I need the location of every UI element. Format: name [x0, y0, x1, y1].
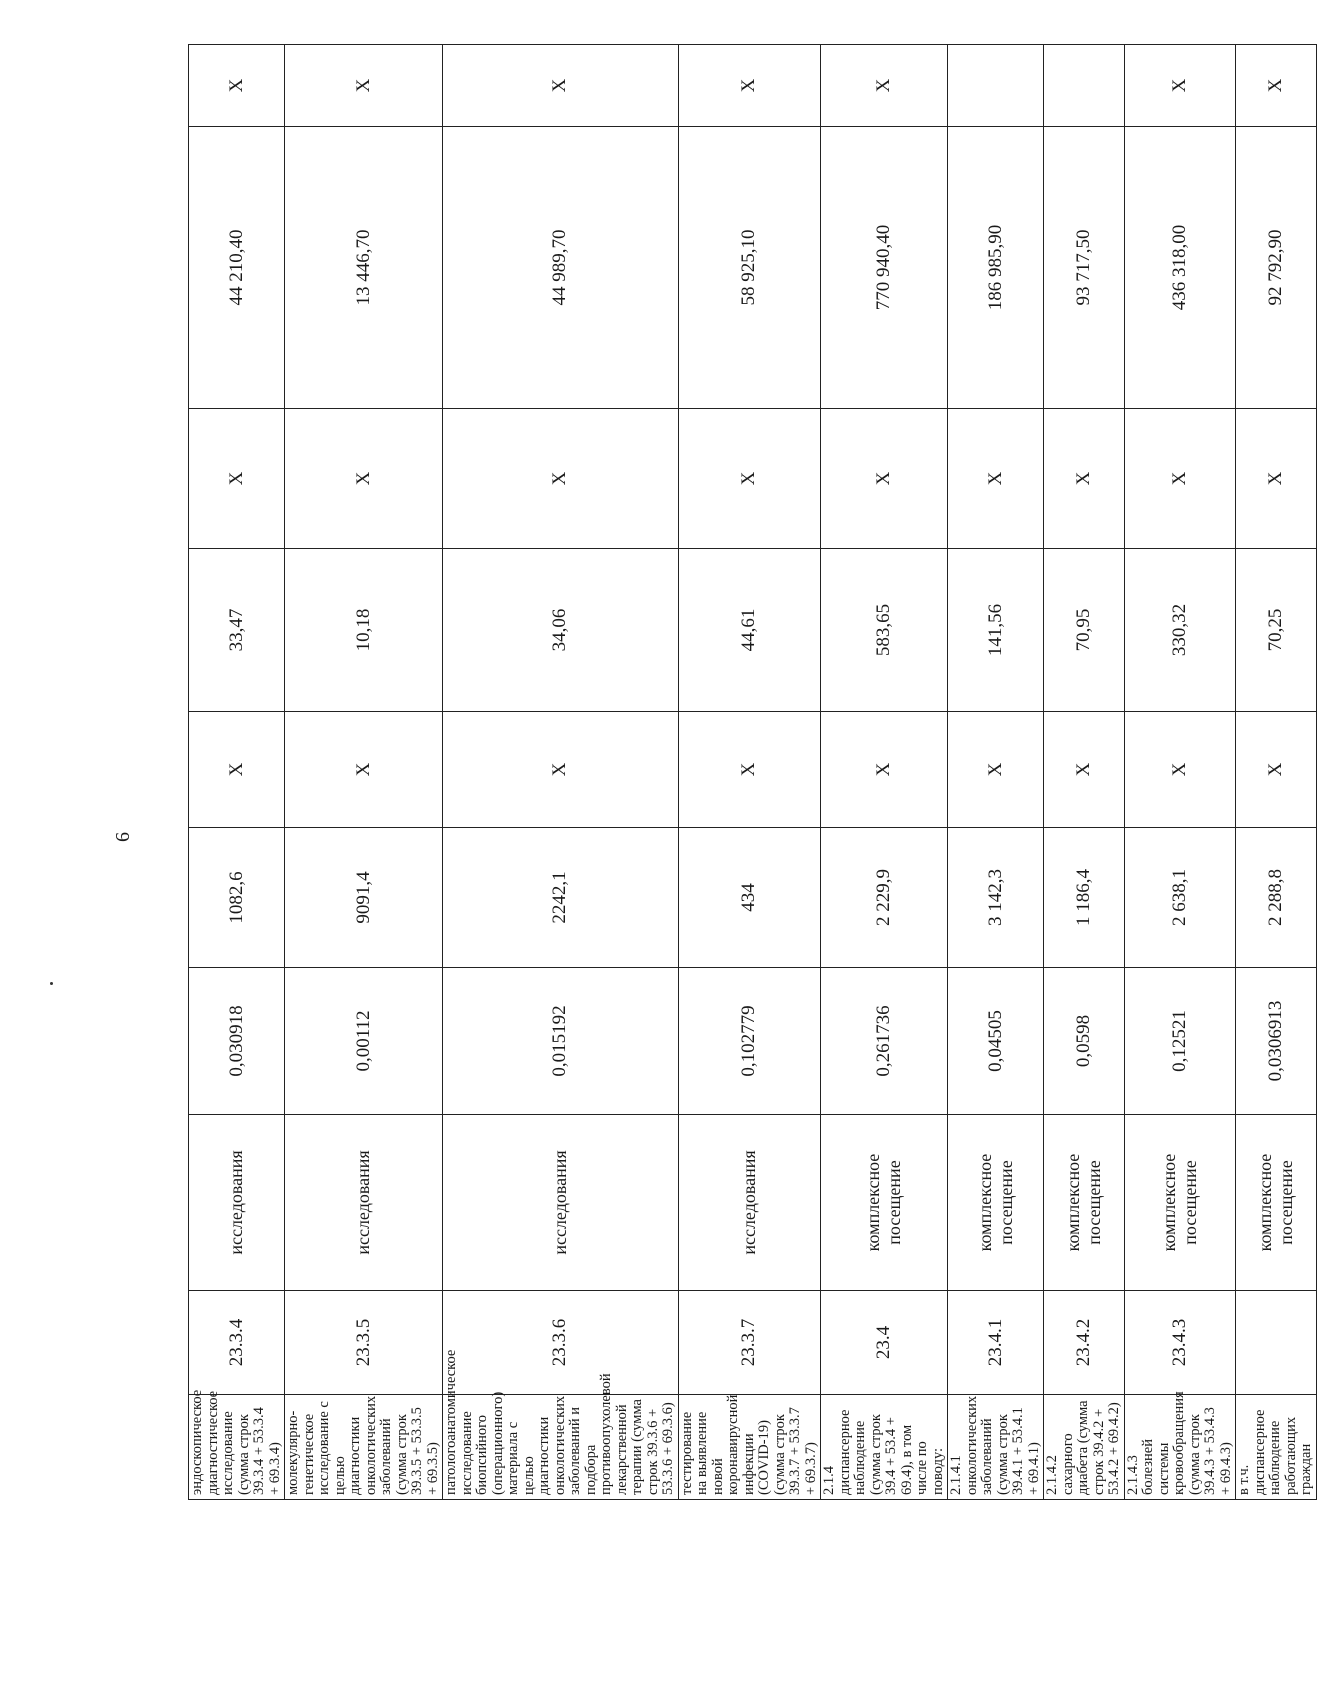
row-unit-cell: комплексное посещение: [1236, 1115, 1317, 1291]
page-number: 6: [112, 832, 134, 842]
row-name-cell: эндоскопическое диагностическое исследование (сумма строк 39.3.4 + 53.3.4 + 69.3.4): [189, 1395, 285, 1500]
row-code-cell: 23.3.6: [443, 1291, 679, 1395]
row-x-mark-1: X: [821, 712, 948, 828]
row-name-cell: 2.1.4.1 онкологических заболеваний (сумма строк 39.4.1 + 53.4.1 + 69.4.1): [948, 1395, 1044, 1500]
row-norm-cell: 0,04505: [948, 968, 1044, 1115]
row-total-cell: 92 792,90: [1236, 127, 1317, 409]
table-row: [189, 45, 285, 1500]
row-x-mark-3: X: [678, 45, 821, 127]
row-norm-cell: 0,00112: [285, 968, 443, 1115]
row-value-cell: 330,32: [1124, 549, 1236, 712]
table-row: [285, 45, 443, 1500]
row-x-mark-2: X: [948, 409, 1044, 549]
row-norm-cell: 0,0598: [1044, 968, 1125, 1115]
row-norm-cell: 0,015192: [443, 968, 679, 1115]
row-code-cell: [1236, 1291, 1317, 1395]
row-code-cell: 23.4.3: [1124, 1291, 1236, 1395]
row-x-mark-3: [948, 45, 1044, 127]
row-value-cell: 583,65: [821, 549, 948, 712]
scan-speck: [50, 982, 53, 985]
row-cost-cell: 2 638,1: [1124, 828, 1236, 968]
row-x-mark-3: [1044, 45, 1125, 127]
row-x-mark-1: X: [678, 712, 821, 828]
row-unit-cell: исследования: [678, 1115, 821, 1291]
table-row: [948, 45, 1044, 1500]
row-norm-cell: 0,261736: [821, 968, 948, 1115]
row-x-mark-3: X: [443, 45, 679, 127]
row-name-cell: 2.1.4.2 сахарного диабета (сумма строк 39.4.2 + 53.4.2 + 69.4.2): [1044, 1395, 1125, 1500]
row-x-mark-2: X: [285, 409, 443, 549]
data-table: [188, 44, 1317, 1500]
row-unit-cell: комплексное посещение: [1044, 1115, 1125, 1291]
row-unit-cell: исследования: [285, 1115, 443, 1291]
row-total-cell: 58 925,10: [678, 127, 821, 409]
row-x-mark-1: X: [285, 712, 443, 828]
row-norm-cell: 0,102779: [678, 968, 821, 1115]
row-code-cell: 23.4.1: [948, 1291, 1044, 1395]
row-value-cell: 34,06: [443, 549, 679, 712]
row-value-cell: 70,25: [1236, 549, 1317, 712]
row-code-cell: 23.3.4: [189, 1291, 285, 1395]
row-unit-cell: исследования: [443, 1115, 679, 1291]
row-x-mark-3: X: [189, 45, 285, 127]
row-norm-cell: 0,030918: [189, 968, 285, 1115]
row-total-cell: 13 446,70: [285, 127, 443, 409]
row-x-mark-3: X: [285, 45, 443, 127]
row-name-cell: тестирование на выявление новой коронавирусной инфекции (COVID-19) (сумма строк 39.3.7 + 53.3.7 + 69.3.7): [678, 1395, 821, 1500]
row-value-cell: 70,95: [1044, 549, 1125, 712]
row-x-mark-2: X: [1236, 409, 1317, 549]
row-total-cell: 186 985,90: [948, 127, 1044, 409]
table-row: [443, 45, 679, 1500]
table-row: [821, 45, 948, 1500]
row-x-mark-1: X: [1236, 712, 1317, 828]
row-x-mark-3: X: [821, 45, 948, 127]
rotated-table-container: [188, 45, 1317, 1500]
row-code-cell: 23.3.7: [678, 1291, 821, 1395]
row-cost-cell: 434: [678, 828, 821, 968]
row-norm-cell: 0,12521: [1124, 968, 1236, 1115]
table-row: [1236, 45, 1317, 1500]
row-x-mark-1: X: [948, 712, 1044, 828]
table-row: [678, 45, 821, 1500]
row-cost-cell: 3 142,3: [948, 828, 1044, 968]
row-cost-cell: 2 288,8: [1236, 828, 1317, 968]
row-x-mark-2: X: [443, 409, 679, 549]
row-total-cell: 93 717,50: [1044, 127, 1125, 409]
row-x-mark-1: X: [189, 712, 285, 828]
row-code-cell: 23.3.5: [285, 1291, 443, 1395]
table-body: [189, 45, 1317, 1500]
row-value-cell: 33,47: [189, 549, 285, 712]
row-x-mark-2: X: [678, 409, 821, 549]
row-x-mark-1: X: [1124, 712, 1236, 828]
row-unit-cell: комплексное посещение: [948, 1115, 1044, 1291]
row-cost-cell: 2242,1: [443, 828, 679, 968]
row-name-cell: в т.ч. диспансерное наблюдение работающих граждан: [1236, 1395, 1317, 1500]
row-code-cell: 23.4: [821, 1291, 948, 1395]
row-value-cell: 10,18: [285, 549, 443, 712]
row-unit-cell: комплексное посещение: [821, 1115, 948, 1291]
row-norm-cell: 0,0306913: [1236, 968, 1317, 1115]
row-value-cell: 141,56: [948, 549, 1044, 712]
row-unit-cell: комплексное посещение: [1124, 1115, 1236, 1291]
row-value-cell: 44,61: [678, 549, 821, 712]
table-row: [1124, 45, 1236, 1500]
row-x-mark-2: X: [189, 409, 285, 549]
table-row: [1044, 45, 1125, 1500]
row-cost-cell: 1 186,4: [1044, 828, 1125, 968]
row-cost-cell: 9091,4: [285, 828, 443, 968]
row-x-mark-3: X: [1124, 45, 1236, 127]
row-total-cell: 44 210,40: [189, 127, 285, 409]
row-x-mark-3: X: [1236, 45, 1317, 127]
row-name-cell: молекулярно-генетическое исследование с целью диагностики онкологических заболеваний (сумма строк 39.3.5 + 53.3.5 + 69.3.5): [285, 1395, 443, 1500]
row-name-cell: патологоанатомическое исследование биопсийного (операционного) материала с целью диагностики онкологических заболеваний и подбора противоопухолевой лекарственной терапии (сумма строк 39.3.6 + 53.3.6 + 69.3.6): [443, 1395, 679, 1500]
row-name-cell: 2.1.4 диспансерное наблюдение (сумма строк 39.4 + 53.4 + 69.4), в том числе по поводу:: [821, 1395, 948, 1500]
row-x-mark-2: X: [1124, 409, 1236, 549]
row-unit-cell: исследования: [189, 1115, 285, 1291]
row-x-mark-1: X: [443, 712, 679, 828]
row-total-cell: 770 940,40: [821, 127, 948, 409]
row-total-cell: 436 318,00: [1124, 127, 1236, 409]
row-code-cell: 23.4.2: [1044, 1291, 1125, 1395]
row-cost-cell: 1082,6: [189, 828, 285, 968]
row-x-mark-1: X: [1044, 712, 1125, 828]
row-cost-cell: 2 229,9: [821, 828, 948, 968]
row-x-mark-2: X: [1044, 409, 1125, 549]
row-total-cell: 44 989,70: [443, 127, 679, 409]
row-x-mark-2: X: [821, 409, 948, 549]
row-name-cell: 2.1.4.3 болезней системы кровообращения (сумма строк 39.4.3 + 53.4.3 + 69.4.3): [1124, 1395, 1236, 1500]
